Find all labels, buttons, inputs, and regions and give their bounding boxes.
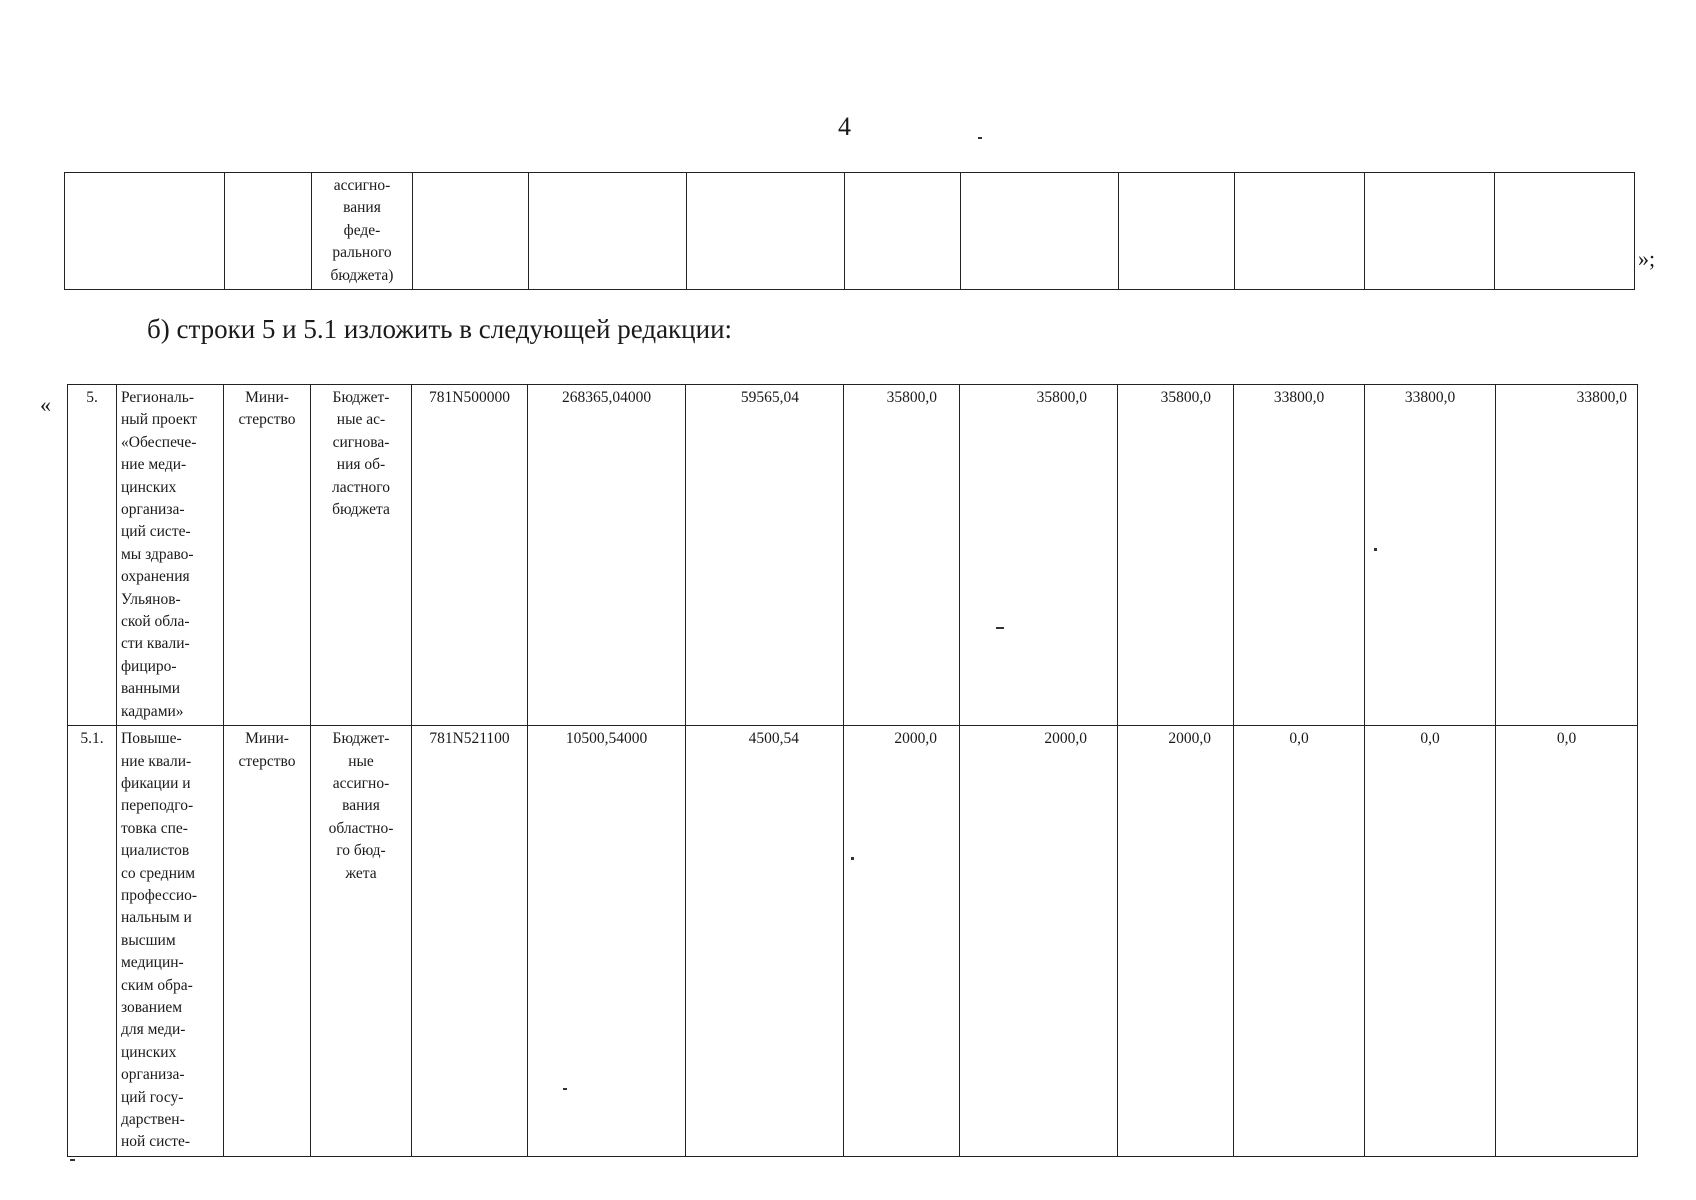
row-name-line: ций систе- <box>121 523 191 541</box>
row-name-line: мы здраво- <box>121 545 194 563</box>
row-executor <box>224 385 311 726</box>
row-name-line: цинских <box>121 1043 177 1061</box>
top-cell-year-7 <box>1495 173 1635 290</box>
top-cell-year-1 <box>687 173 845 290</box>
row-name-line: ной систе- <box>121 1133 191 1151</box>
row-source-line: вания <box>342 797 380 815</box>
table-row <box>68 726 1638 1157</box>
scan-speck <box>70 1159 75 1161</box>
program-rows-table <box>67 384 1638 1157</box>
row-year-3: 2000,0 <box>960 726 1118 1157</box>
row-number: 5.1. <box>68 726 117 1157</box>
row-source-line: го бюд- <box>336 842 386 860</box>
top-cell-budget-source <box>312 173 413 290</box>
row-name-line: ской обла- <box>121 613 190 631</box>
row-name-line: организа- <box>121 501 185 519</box>
page-number: 4 <box>838 112 851 141</box>
scan-speck <box>851 857 854 860</box>
scan-speck <box>996 627 1004 629</box>
row-name-line: нальным и <box>121 909 192 927</box>
row-name-line: охранения <box>121 568 190 586</box>
row-year-2: 35800,0 <box>844 385 960 726</box>
row-source-line: жета <box>345 864 377 882</box>
row-year-5: 0,0 <box>1234 726 1365 1157</box>
row-name-line: Ульянов- <box>121 590 181 608</box>
budget-source-line: вания <box>343 199 381 217</box>
row-year-3: 35800,0 <box>960 385 1118 726</box>
row-source-line: ластного <box>331 478 391 496</box>
row-name-line: высшим <box>121 931 176 949</box>
row-name-line: ный проект <box>121 411 197 429</box>
row-source-line: Бюджет- <box>332 389 390 406</box>
row-number: 5. <box>68 385 117 726</box>
row-year-1: 59565,04 <box>686 385 844 726</box>
row-year-4: 35800,0 <box>1118 385 1234 726</box>
intro-paragraph: б) строки 5 и 5.1 изложить в следующей редакции: <box>147 314 733 344</box>
top-cell-executor <box>225 173 312 290</box>
row-executor-line: Мини- <box>245 389 289 406</box>
row-name-line: медицин- <box>121 954 184 972</box>
row-name <box>117 385 224 726</box>
row-name-line: «Обеспече- <box>121 433 197 451</box>
top-cell-name <box>65 173 225 290</box>
closing-quote-mark: »; <box>1638 246 1656 271</box>
row-source-line: ные <box>348 752 374 770</box>
row-name-line: сти квали- <box>121 635 190 653</box>
row-code: 781N500000 <box>412 385 528 726</box>
row-executor-line: Мини- <box>245 730 289 748</box>
row-source-line: сигнова- <box>332 433 390 451</box>
top-cell-year-6 <box>1365 173 1495 290</box>
row-year-7: 0,0 <box>1496 726 1638 1157</box>
top-cell-code <box>413 173 529 290</box>
row-year-6: 33800,0 <box>1365 385 1496 726</box>
row-name-line: ций госу- <box>121 1088 184 1106</box>
row-year-7: 33800,0 <box>1496 385 1638 726</box>
row-source-line: бюджета <box>332 501 390 519</box>
row-executor-line: стерство <box>238 752 296 770</box>
row-name-line: со средним <box>121 864 196 882</box>
row-name-line: цинских <box>121 478 177 496</box>
row-name-line: ние меди- <box>121 456 187 474</box>
row-year-4: 2000,0 <box>1118 726 1234 1157</box>
scan-speck <box>1374 548 1377 551</box>
row-source-line: областно- <box>328 819 394 837</box>
row-year-2: 2000,0 <box>844 726 960 1157</box>
continuation-table <box>64 172 1635 290</box>
row-source-line: ассигно- <box>332 774 390 792</box>
row-year-1: 4500,54 <box>686 726 844 1157</box>
row-name-line: профессио- <box>121 886 198 904</box>
row-executor <box>224 726 311 1157</box>
row-name-line: Региональ- <box>121 389 194 406</box>
row-name-line: организа- <box>121 1066 185 1084</box>
row-name-line: переподго- <box>121 797 194 815</box>
row-source <box>311 726 412 1157</box>
top-cell-year-3 <box>961 173 1119 290</box>
row-source-line: Бюджет- <box>332 730 390 748</box>
row-code: 781N521100 <box>412 726 528 1157</box>
scan-speck <box>978 137 982 139</box>
row-name-line: для меди- <box>121 1021 186 1039</box>
budget-source-line: феде- <box>343 221 381 239</box>
row-year-6: 0,0 <box>1365 726 1496 1157</box>
row-name-line: циалистов <box>121 842 190 860</box>
row-name-line: ванными <box>121 680 181 698</box>
row-total: 10500,54000 <box>528 726 686 1157</box>
row-name-line: фикации и <box>121 774 191 792</box>
row-name-line: дарствен- <box>121 1111 185 1128</box>
top-cell-year-4 <box>1119 173 1235 290</box>
top-cell-year-2 <box>845 173 961 290</box>
row-name-line: ние квали- <box>121 752 192 770</box>
row-name-line: ским обра- <box>121 976 193 994</box>
opening-quote-mark: « <box>40 392 51 417</box>
budget-source-line: бюджета) <box>330 266 394 284</box>
row-total: 268365,04000 <box>528 385 686 726</box>
row-source-line: ния об- <box>336 456 386 474</box>
row-name-line: Повыше- <box>121 730 182 748</box>
top-cell-year-5 <box>1235 173 1365 290</box>
row-name-line: зованием <box>121 998 183 1016</box>
row-name-line: фициро- <box>121 657 177 675</box>
budget-source-line: ассигно- <box>333 177 391 194</box>
row-name-line: товка спе- <box>121 819 188 837</box>
top-cell-total <box>529 173 687 290</box>
row-source <box>311 385 412 726</box>
row-year-5: 33800,0 <box>1234 385 1365 726</box>
row-name-line: кадрами» <box>121 702 184 720</box>
table-row <box>68 385 1638 726</box>
row-name <box>117 726 224 1157</box>
scan-speck <box>563 1088 567 1090</box>
row-executor-line: стерство <box>238 411 296 429</box>
row-source-line: ные ас- <box>336 411 386 429</box>
budget-source-line: рального <box>332 244 392 262</box>
